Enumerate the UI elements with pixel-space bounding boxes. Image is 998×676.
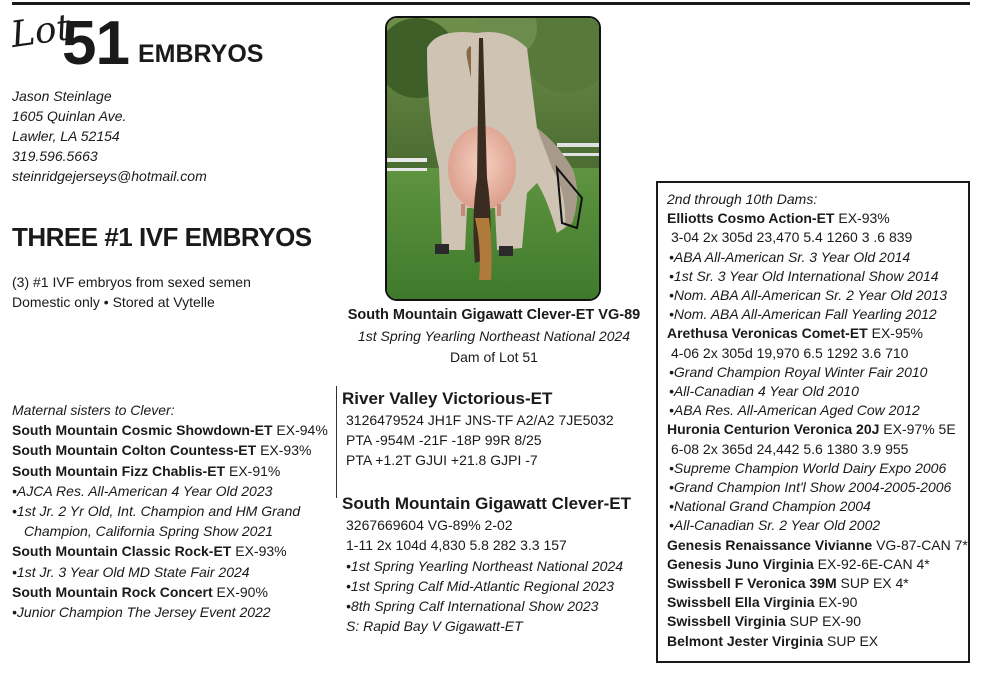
dam-row [667,536,968,555]
dam-entry-name: Belmont Jester Virginia [667,632,824,649]
dam-achievement: •ABA All-American Sr. 3 Year Old 2014 [669,248,911,265]
dams-box [656,181,970,663]
sister-score: EX-91% [225,462,281,479]
lot-type: EMBRYOS [138,40,264,68]
caption-cow-name: South Mountain Gigawatt Clever-ET VG-89 [347,307,641,323]
sister-row [12,440,332,460]
dam-row [667,612,968,631]
offer-line-2: Domestic only • Stored at Vytelle [12,294,215,310]
dam-achievement: •All-Canadian 4 Year Old 2010 [669,383,859,400]
sister-name: South Mountain Fizz Chablis-ET [12,462,226,479]
cow-photo [385,16,601,301]
dam-achievement: •Nom. ABA All-American Sr. 2 Year Old 2013 [669,287,948,304]
sister-note: •Junior Champion The Jersey Event 2022 [12,604,271,621]
dam-entry-score: VG-87-CAN 7* [872,536,968,553]
dam-entry-name: Elliotts Cosmo Action-ET [667,210,835,227]
dam-row [667,632,968,651]
lot-number: 51 [62,9,129,78]
sister-name: South Mountain Classic Rock-ET [12,543,232,560]
sire-name: River Valley Victorious-ET [342,389,553,408]
dam-record: 3-04 2x 305d 23,470 5.4 1260 3 .6 839 [671,229,913,246]
dam-entry-name: Swissbell Virginia [667,613,786,630]
sister-score: EX-90% [212,583,268,600]
dam-row [667,555,968,574]
sister-name: South Mountain Cosmic Showdown-ET [12,422,273,439]
dam-id-line: 3267669604 VG-89% 2-02 [346,517,513,533]
sister-name: South Mountain Rock Concert [12,583,213,600]
dam-achievement: •Nom. ABA All-American Fall Yearling 2012 [669,306,937,323]
sister-score: EX-93% [256,442,312,459]
dam-achievement: •Supreme Champion World Dairy Expo 2006 [669,459,947,476]
dam-award-1: •1st Spring Yearling Northeast National 2024 [346,557,624,574]
dam-block [342,493,631,637]
dam-entry-score: SUP EX 4* [836,575,909,592]
dam-row [667,420,968,439]
dam-record: 4-06 2x 305d 19,970 6.5 1292 3.6 710 [671,344,909,361]
dam-achievement: •All-Canadian Sr. 2 Year Old 2002 [669,517,881,534]
dam-row [667,574,968,593]
dam-award-3: •8th Spring Calf International Show 2023 [346,598,599,615]
consignor-city: Lawler, LA 52154 [12,128,120,144]
offer-line-1: (3) #1 IVF embryos from sexed semen [12,274,251,290]
offer-details [12,272,251,312]
maternal-sisters-heading: Maternal sisters to Clever: [12,402,175,418]
maternal-sisters [12,400,332,622]
sire-pta-line-2: PTA +1.2T GJUI +21.8 GJPI -7 [346,452,538,468]
dam-entry-score: EX-90 [814,594,858,611]
dam-entry-name: Genesis Renaissance Vivianne [667,536,873,553]
consignor-contact [12,86,207,186]
dam-row [667,209,968,228]
sire-block [342,388,614,470]
consignor-phone: 319.596.5663 [12,148,98,164]
consignor-email: steinridgejerseys@hotmail.com [12,168,207,184]
top-rule [12,2,970,5]
sister-score: EX-94% [272,422,328,439]
sister-note: •1st Jr. 2 Yr Old, Int. Champion and HM Grand [12,503,301,520]
dam-entry-score: EX-93% [834,210,890,227]
caption-relation: Dam of Lot 51 [450,349,538,365]
sister-row [12,420,332,440]
lot-word: Lot [8,7,74,57]
dam-entry-name: Swissbell F Veronica 39M [667,575,837,592]
dam-entry-name: Arethusa Veronicas Comet-ET [667,325,868,342]
dam-achievement: •Grand Champion Royal Winter Fair 2010 [669,363,928,380]
offer-headline: THREE #1 IVF EMBRYOS [12,222,312,252]
sister-row [12,461,332,481]
dam-record-line: 1-11 2x 104d 4,830 5.8 282 3.3 157 [346,537,567,554]
consignor-name: Jason Steinlage [12,88,112,104]
dams-heading: 2nd through 10th Dams: [667,191,818,207]
dam-entry-score: SUP EX [823,632,879,649]
photo-caption [338,305,650,368]
dam-row [667,324,968,343]
dam-entry-score: SUP EX-90 [785,613,862,630]
sister-note: •1st Jr. 3 Year Old MD State Fair 2024 [12,563,250,580]
consignor-address: 1605 Quinlan Ave. [12,108,127,124]
sire-id-line: 3126479524 JH1F JNS-TF A2/A2 7JE5032 [346,412,614,428]
dam-name: South Mountain Gigawatt Clever-ET [342,494,632,513]
dam-achievement: •ABA Res. All-American Aged Cow 2012 [669,402,920,419]
sister-row [12,582,332,602]
dam-achievement: •Grand Champion Int'l Show 2004-2005-2006 [669,479,952,496]
sister-name: South Mountain Colton Countess-ET [12,442,257,459]
dam-entry-name: Genesis Juno Virginia [667,555,814,572]
dam-award-2: •1st Spring Calf Mid-Atlantic Regional 2023 [346,577,614,594]
caption-award: 1st Spring Yearling Northeast National 2024 [357,328,631,344]
sister-row [12,541,332,561]
dam-entry-score: EX-97% 5E [879,421,956,438]
sire-pta-line-1: PTA -954M -21F -18P 99R 8/25 [346,432,542,448]
sister-note: •AJCA Res. All-American 4 Year Old 2023 [12,482,273,499]
dam-record: 6-08 2x 365d 24,442 5.6 1380 3.9 955 [671,440,909,457]
sister-score: EX-93% [231,543,287,560]
dam-entry-score: EX-92-6E-CAN 4* [813,555,930,572]
dam-entry-name: Huronia Centurion Veronica 20J [667,421,880,438]
pedigree-divider [336,386,337,498]
dam-achievement: •1st Sr. 3 Year Old International Show 2014 [669,267,939,284]
dam-row [667,593,968,612]
dam-sire-line: S: Rapid Bay V Gigawatt-ET [346,618,523,635]
dam-entry-name: Swissbell Ella Virginia [667,594,815,611]
dam-entry-score: EX-95% [867,325,923,342]
cow-photo-image [387,18,599,299]
sister-note: Champion, California Spring Show 2021 [24,523,274,540]
dam-achievement: •National Grand Champion 2004 [669,498,871,515]
